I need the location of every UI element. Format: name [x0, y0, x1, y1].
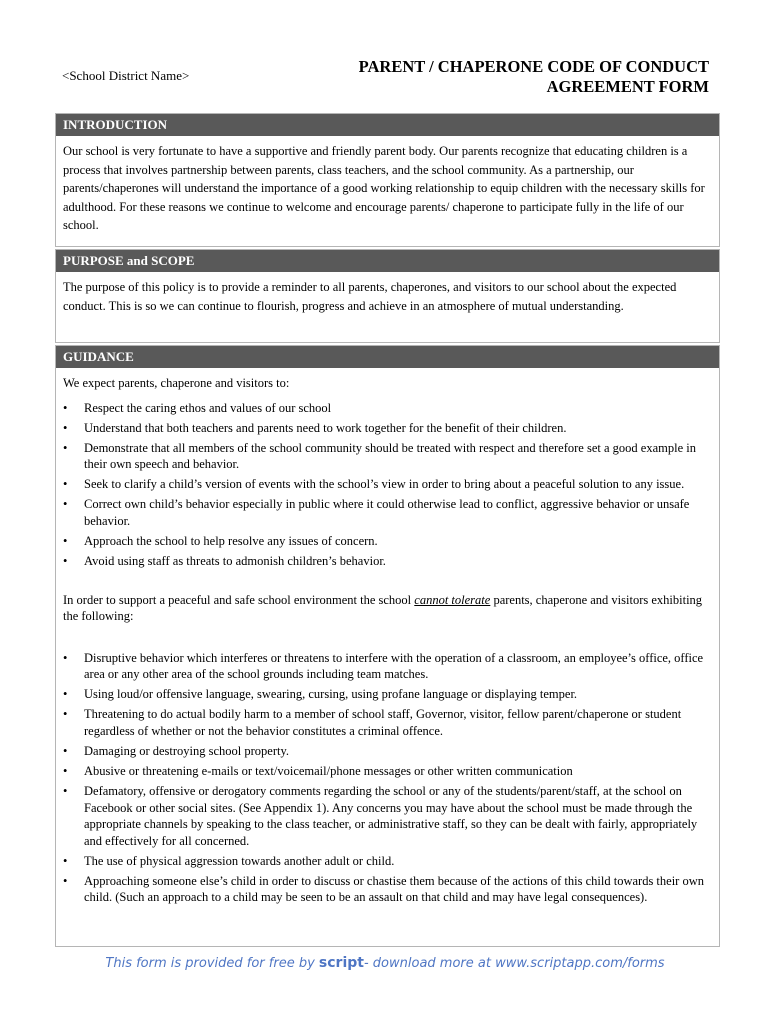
bullet: •: [63, 873, 68, 888]
list-item-text: Threatening to do actual bodily harm to a member of school staff, Governor, visitor, fellow parent/chaperone or student regardless of whether or not the behavior constitutes a criminal offence.: [84, 707, 682, 738]
list-item-text: Correct own child’s behavior especially in public where it could otherwise lead to conflict, aggressive behavior or unsafe behavior.: [84, 497, 690, 528]
cannot-tolerate-paragraph: [63, 592, 712, 625]
list-item-text: Defamatory, offensive or derogatory comments regarding the school or any of the students/parent/staff, at the school on Facebook or other social sites. (See Appendix 1). Any concerns you may have about the school must be made through the appropriate channels by speaking to the class teacher, or administrative staff, so they can be dealt with fairly, appropriately and effectively for all concerned.: [84, 784, 698, 848]
list-item-text: Damaging or destroying school property.: [84, 743, 290, 758]
list-item-text: Using loud/or offensive language, swearing, cursing, using profane language or displaying temper.: [84, 687, 578, 702]
list-item: [63, 476, 712, 493]
form-title: [359, 57, 709, 97]
list-item: [63, 553, 712, 570]
bullet: •: [63, 554, 68, 569]
bullet: •: [63, 743, 68, 758]
form-title-line-1: PARENT / CHAPERONE CODE OF CONDUCT: [358, 57, 709, 76]
list-item: [63, 783, 712, 849]
bullet: •: [63, 420, 68, 435]
bullet: •: [63, 784, 68, 799]
footer-download-link[interactable]: - download more at www.scriptapp.com/forms: [363, 956, 665, 971]
list-item-text: Respect the caring ethos and values of our school: [84, 400, 332, 415]
list-item: [63, 400, 712, 417]
list-item: [63, 763, 712, 780]
introduction-section: [55, 113, 720, 247]
guidance-lead-text: We expect parents, chaperone and visitors to:: [63, 376, 290, 390]
list-item: [63, 686, 712, 703]
list-item-text: Approach the school to help resolve any issues of concern.: [84, 533, 378, 548]
bullet: •: [63, 853, 68, 868]
form-title-line-2: AGREEMENT FORM: [546, 77, 709, 96]
list-item: [63, 743, 712, 760]
list-item-text: Disruptive behavior which interferes or threatens to interfere with the operation of a classroom, an employee’s office, office area or any other area of the school grounds including team matches.: [84, 650, 704, 682]
list-item: [63, 706, 712, 739]
purpose-scope-text: The purpose of this policy is to provide a reminder to all parents, chaperones, and visitors to our school about the expected conduct. This is so we can continue to flourish, progress and achieve in an atmosphere of mutual understanding.: [63, 280, 677, 313]
cannot-tolerate-tail: parents, chaperone and visitors exhibiting the following:: [63, 592, 703, 624]
footer-text-lead: This form is provided for free by: [105, 956, 319, 971]
list-item: [63, 440, 712, 473]
list-item-text: The use of physical aggression towards another adult or child.: [84, 853, 395, 868]
introduction-heading: INTRODUCTION: [56, 114, 719, 136]
expected-conduct-list: [63, 400, 712, 570]
list-item-text: Understand that both teachers and parents need to work together for the benefit of their children.: [84, 420, 567, 435]
bullet: •: [63, 687, 68, 702]
list-item: [63, 650, 712, 683]
list-item-text: Abusive or threatening e-mails or text/voicemail/phone messages or other written communication: [84, 763, 573, 778]
guidance-body: [56, 368, 719, 906]
list-item-text: Approaching someone else’s child in order to discuss or chastise them because of the actions of this child towards their own child. (Such an approach to a child may be seen to be an assault on that child and may have legal consequences).: [84, 873, 704, 905]
guidance-section: [55, 345, 720, 947]
bullet: •: [63, 440, 68, 455]
cannot-tolerate-lead: In order to support a peaceful and safe school environment the school: [63, 592, 415, 607]
script-brand-logo: script: [318, 955, 364, 971]
list-item: [63, 420, 712, 437]
bullet: •: [63, 400, 68, 415]
list-item: [63, 873, 712, 906]
cannot-tolerate-emphasis: cannot tolerate: [414, 592, 491, 607]
purpose-scope-section: [55, 249, 720, 343]
purpose-scope-heading: PURPOSE and SCOPE: [56, 250, 719, 272]
bullet: •: [63, 707, 68, 722]
list-item: [63, 853, 712, 870]
bullet: •: [63, 477, 68, 492]
introduction-text: Our school is very fortunate to have a supportive and friendly parent body. Our parents recognize that educating children is a process that involves partnership between parents, class teachers, and the school community. As a partnership, our parents/chaperones will understand the importance of a good working relationship to equip children with the necessary skills for adulthood. For these reasons we continue to welcome and encourage parents/ chaperone to participate fully in the life of our school.: [63, 144, 705, 232]
prohibited-conduct-list: [63, 650, 712, 906]
bullet: •: [63, 650, 68, 665]
list-item-text: Avoid using staff as threats to admonish children’s behavior.: [84, 554, 386, 569]
list-item: [63, 533, 712, 550]
guidance-heading: GUIDANCE: [56, 346, 719, 368]
school-district-name: <School District Name>: [62, 68, 190, 83]
list-item-text: Seek to clarify a child’s version of events with the school’s view in order to bring about a peaceful solution to any issue.: [84, 477, 685, 492]
list-item-text: Demonstrate that all members of the school community should be treated with respect and therefore set a good example in their own speech and behavior.: [84, 440, 696, 472]
bullet: •: [63, 533, 68, 548]
bullet: •: [63, 763, 68, 778]
bullet: •: [63, 497, 68, 512]
list-item: [63, 496, 712, 529]
footer-note: [0, 955, 770, 971]
